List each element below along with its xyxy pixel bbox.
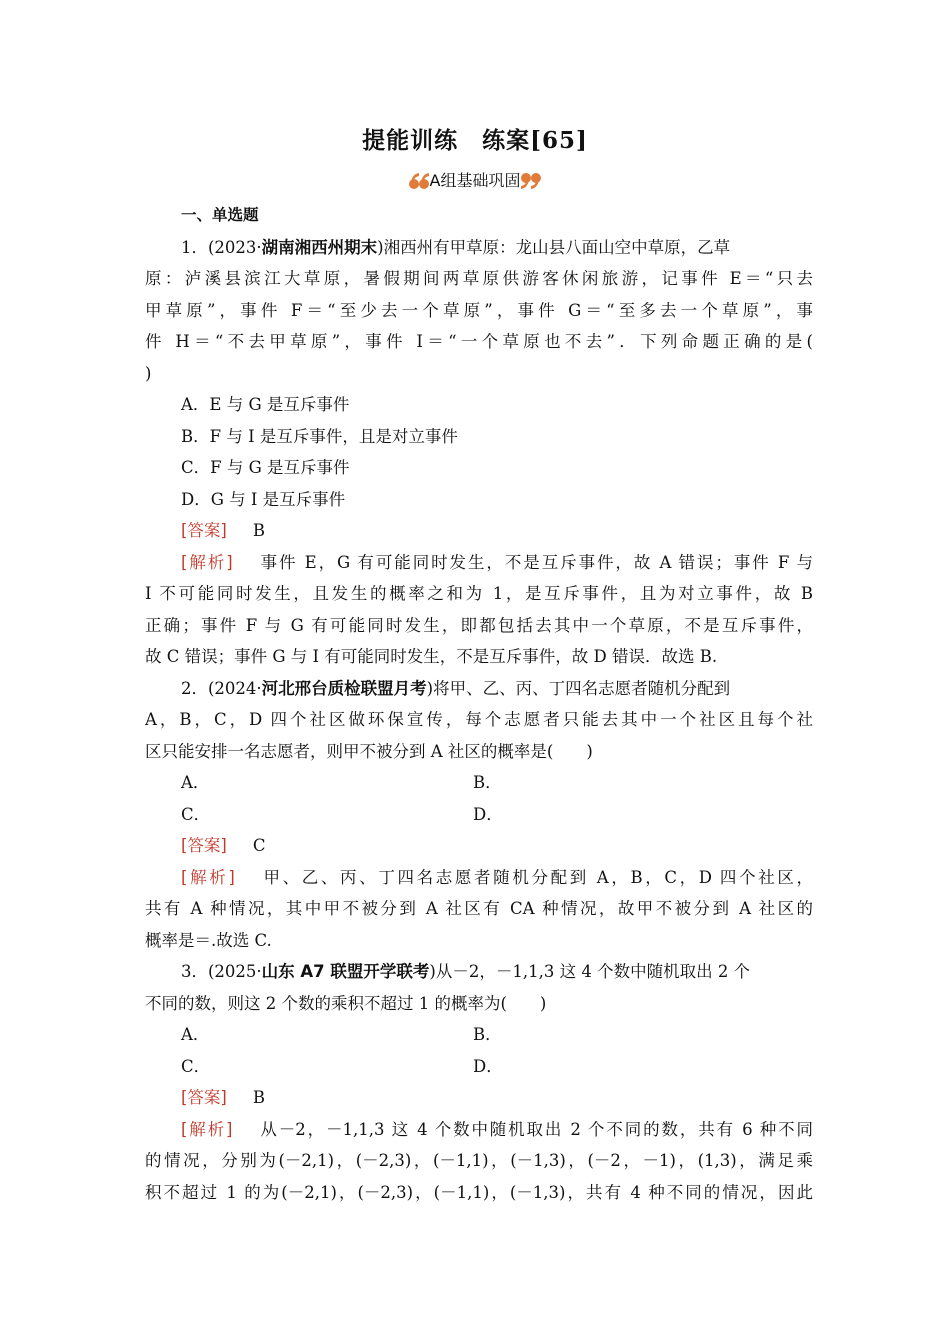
question-text: )湘西州有甲草原：龙山县八面山空中草原，乙草 bbox=[377, 237, 731, 257]
analysis-text: 甲、乙、丙、丁四名志愿者随机分配到 A，B，C，D 四个社区， bbox=[260, 867, 813, 887]
analysis-tag: [解析] bbox=[181, 867, 235, 887]
analysis-tag: [解析] bbox=[181, 1119, 233, 1139]
analysis-line: 积不超过 1 的为(－2,1)，(－2,3)，(－1,1)，(－1,3)，共有 4 种不同的情况，因此 bbox=[145, 1182, 813, 1202]
analysis-line: 的情况，分别为(－2,1)，(－2,3)，(－1,1)，(－1,3)，(－2，－1)，(1,3)，满足乘 bbox=[145, 1151, 813, 1170]
answer-line bbox=[145, 515, 813, 547]
analysis-tag: [解析] bbox=[181, 552, 233, 572]
analysis-line bbox=[145, 862, 813, 894]
question-1-stem bbox=[145, 232, 813, 264]
analysis-line bbox=[145, 1114, 813, 1146]
question-2-line: 区只能安排一名志愿者，则甲不被分到 A 社区的概率是( ) bbox=[145, 741, 593, 761]
analysis-line: 共有 A 种情况，其中甲不被分到 A 社区有 CA 种情况，故甲不被分到 A 社区的 bbox=[145, 899, 813, 918]
answer-value: B bbox=[252, 521, 266, 540]
group-label: A组基础巩固 bbox=[429, 171, 521, 190]
question-text: )从－2，－1,1,3 这 4 个数中随机取出 2 个 bbox=[429, 962, 751, 981]
question-source: 山东 A7 联盟开学联考 bbox=[261, 962, 430, 981]
question-1-line: 甲草原”，事件 F＝“至少去一个草原”，事件 G＝“至多去一个草原”，事 bbox=[145, 300, 813, 320]
option-b: B． bbox=[473, 773, 502, 792]
question-number: 3．(2025· bbox=[181, 962, 262, 981]
option-d: D．G 与 I 是互斥事件 bbox=[181, 489, 346, 509]
answer-line bbox=[145, 830, 813, 862]
answer-line bbox=[145, 1082, 813, 1114]
question-source: 河北邢台质检联盟月考 bbox=[261, 678, 427, 698]
page-title: 提能训练 练案[65] bbox=[362, 127, 588, 154]
option-d: D． bbox=[473, 804, 503, 824]
section-heading: 一、单选题 bbox=[181, 206, 259, 224]
question-1-line: 件 H＝“不去甲草原”，事件 I＝“一个草原也不去”．下列命题正确的是( bbox=[145, 332, 813, 351]
answer-value: C bbox=[252, 836, 266, 855]
question-3-line: 不同的数，则这 2 个数的乘积不超过 1 的概率为( ) bbox=[145, 993, 547, 1013]
analysis-line bbox=[145, 547, 813, 579]
content-body bbox=[145, 200, 813, 1208]
question-2-stem bbox=[145, 673, 813, 705]
option-c: C． bbox=[181, 1056, 211, 1076]
analysis-text: 事件 E，G 有可能同时发生，不是互斥事件，故 A 错误；事件 F 与 bbox=[258, 552, 813, 572]
option-a: A． bbox=[181, 1025, 210, 1044]
question-text: )将甲、乙、丙、丁四名志愿者随机分配到 bbox=[426, 678, 731, 698]
question-source: 湖南湘西州期末 bbox=[261, 237, 378, 257]
answer-tag: [答案] bbox=[181, 836, 227, 855]
question-3-stem bbox=[145, 956, 813, 988]
options-row bbox=[145, 1019, 813, 1051]
options-row bbox=[145, 767, 813, 799]
option-b: B． bbox=[473, 1025, 502, 1044]
analysis-line: 概率是＝.故选 C. bbox=[145, 930, 272, 950]
option-c: C． bbox=[181, 804, 211, 824]
answer-tag: [答案] bbox=[181, 521, 227, 540]
analysis-line: 故 C 错误；事件 G 与 I 有可能同时发生，不是互斥事件，故 D 错误．故选 B. bbox=[145, 647, 718, 666]
option-c: C．F 与 G 是互斥事件 bbox=[181, 458, 350, 477]
question-number: 1．(2023· bbox=[181, 237, 262, 257]
analysis-line: I 不可能同时发生，且发生的概率之和为 1，是互斥事件，且为对立事件，故 B bbox=[145, 584, 813, 603]
open-quote-icon bbox=[408, 171, 430, 191]
question-2-line: A，B，C，D 四个社区做环保宣传，每个志愿者只能去其中一个社区且每个社 bbox=[145, 710, 813, 729]
group-heading bbox=[0, 168, 950, 191]
answer-value: B bbox=[252, 1088, 266, 1107]
question-1-line: ) bbox=[145, 363, 152, 383]
analysis-line: 正确；事件 F 与 G 有可能同时发生，即都包括去其中一个草原，不是互斥事件， bbox=[145, 615, 813, 635]
option-d: D． bbox=[473, 1056, 503, 1076]
close-quote-icon bbox=[520, 171, 542, 191]
question-1-line: 原：泸溪县滨江大草原，暑假期间两草原供游客休闲旅游，记事件 E＝“只去 bbox=[145, 269, 813, 288]
option-a: A． bbox=[181, 773, 210, 792]
answer-tag: [答案] bbox=[181, 1088, 227, 1107]
analysis-text: 从－2，－1,1,3 这 4 个数中随机取出 2 个不同的数，共有 6 种不同 bbox=[258, 1119, 813, 1139]
option-b: B．F 与 I 是互斥事件，且是对立事件 bbox=[181, 426, 458, 446]
option-a: A．E 与 G 是互斥事件 bbox=[181, 395, 350, 414]
question-number: 2．(2024· bbox=[181, 678, 262, 698]
options-row bbox=[145, 799, 813, 831]
options-row bbox=[145, 1051, 813, 1083]
